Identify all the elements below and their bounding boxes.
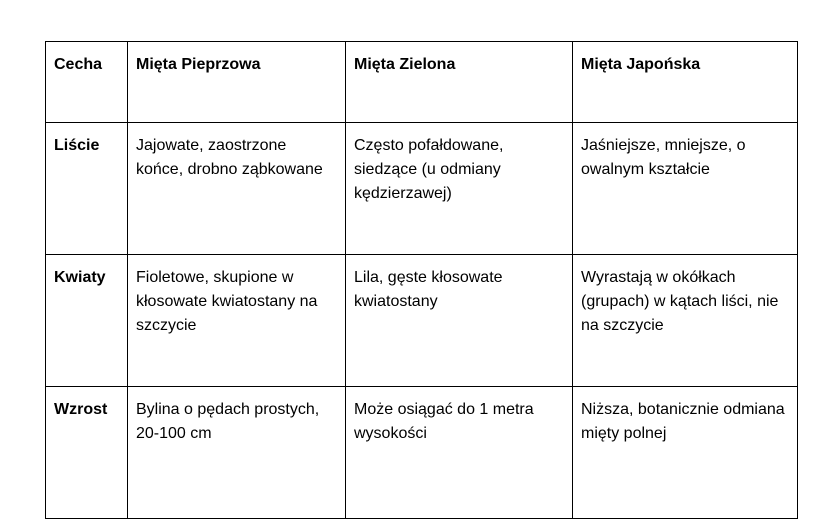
cell-leaves-peppermint: Jajowate, zaostrzone końce, drobno ząbkowane [128,123,346,255]
row-label-growth: Wzrost [46,387,128,519]
cell-growth-japanese-mint: Niższa, botanicznie odmiana mięty polnej [573,387,798,519]
table-row-growth [46,387,798,519]
row-label-flowers: Kwiaty [46,255,128,387]
mint-comparison-table [45,41,798,519]
cell-flowers-japanese-mint: Wyrastają w okółkach (grupach) w kątach liści, nie na szczycie [573,255,798,387]
table-row-leaves [46,123,798,255]
header-cell-spearmint: Mięta Zielona [346,42,573,123]
cell-growth-spearmint: Może osiągać do 1 metra wysokości [346,387,573,519]
row-label-leaves: Liście [46,123,128,255]
table-row-flowers [46,255,798,387]
cell-leaves-spearmint: Często pofałdowane, siedzące (u odmiany kędzierzawej) [346,123,573,255]
cell-leaves-japanese-mint: Jaśniejsze, mniejsze, o owalnym kształcie [573,123,798,255]
cell-flowers-peppermint: Fioletowe, skupione w kłosowate kwiatostany na szczycie [128,255,346,387]
header-cell-peppermint: Mięta Pieprzowa [128,42,346,123]
header-cell-feature: Cecha [46,42,128,123]
cell-growth-peppermint: Bylina o pędach prostych, 20-100 cm [128,387,346,519]
table-header-row [46,42,798,123]
header-cell-japanese-mint: Mięta Japońska [573,42,798,123]
cell-flowers-spearmint: Lila, gęste kłosowate kwiatostany [346,255,573,387]
